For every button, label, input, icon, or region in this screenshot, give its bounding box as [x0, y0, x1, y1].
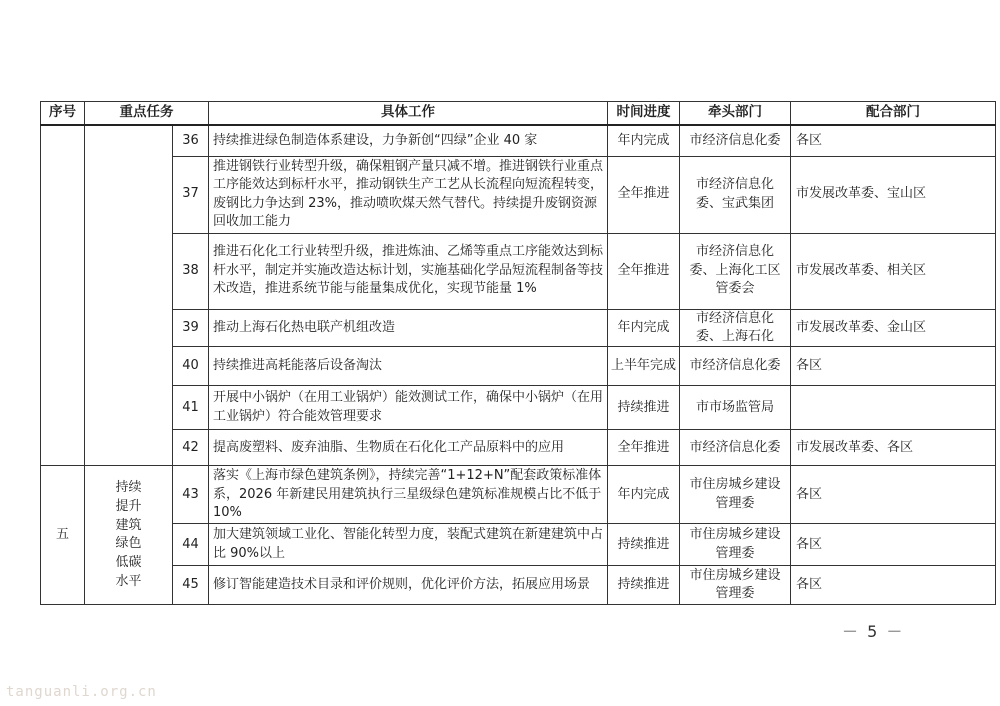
- time-cell: 持续推进: [608, 524, 680, 566]
- row-number: 40: [173, 347, 209, 386]
- header-work: 具体工作: [209, 102, 608, 126]
- section-task-cell-empty: [85, 125, 173, 466]
- row-number: 36: [173, 125, 209, 156]
- lead-cell: 市经济信息化委: [680, 125, 791, 156]
- section-task-label: 持续提升建筑绿色低碳水平: [115, 479, 142, 590]
- work-cell: 修订智能建造技术目录和评价规则，优化评价方法，拓展应用场景: [209, 566, 608, 605]
- table-row: [41, 524, 996, 566]
- work-cell: 开展中小锅炉（在用工业锅炉）能效测试工作，确保中小锅炉（在用工业锅炉）符合能效管理要求: [209, 386, 608, 430]
- section-task-cell: [85, 466, 173, 605]
- lead-cell: 市住房城乡建设管理委: [680, 566, 791, 605]
- section-number: 五: [41, 466, 85, 605]
- row-number: 37: [173, 156, 209, 233]
- coop-cell: 各区: [791, 466, 996, 524]
- table-row: [41, 156, 996, 233]
- time-cell: 上半年完成: [608, 347, 680, 386]
- table-row: [41, 309, 996, 347]
- work-cell: 推动上海石化热电联产机组改造: [209, 309, 608, 347]
- section-seq-cell-empty: [41, 125, 85, 466]
- coop-cell: 各区: [791, 566, 996, 605]
- lead-cell: 市经济信息化委: [680, 347, 791, 386]
- row-number: 39: [173, 309, 209, 347]
- lead-cell: 市市场监管局: [680, 386, 791, 430]
- time-cell: 全年推进: [608, 156, 680, 233]
- coop-cell: 市发展改革委、宝山区: [791, 156, 996, 233]
- row-number: 38: [173, 233, 209, 309]
- coop-cell: 各区: [791, 125, 996, 156]
- table-row: [41, 430, 996, 466]
- table-row: [41, 347, 996, 386]
- lead-cell: 市住房城乡建设管理委: [680, 524, 791, 566]
- table-row: [41, 233, 996, 309]
- work-cell: 加大建筑领域工业化、智能化转型力度，装配式建筑在新建建筑中占比 90%以上: [209, 524, 608, 566]
- work-cell: 持续推进高耗能落后设备淘汰: [209, 347, 608, 386]
- time-cell: 年内完成: [608, 125, 680, 156]
- table-row: [41, 566, 996, 605]
- watermark: tanguanli.org.cn: [6, 684, 157, 700]
- time-cell: 全年推进: [608, 430, 680, 466]
- time-cell: 全年推进: [608, 233, 680, 309]
- row-number: 45: [173, 566, 209, 605]
- row-number: 44: [173, 524, 209, 566]
- table-row: [41, 125, 996, 156]
- lead-cell: 市经济信息化委、宝武集团: [680, 156, 791, 233]
- header-seq: 序号: [41, 102, 85, 126]
- lead-cell: 市经济信息化委、上海石化: [680, 309, 791, 347]
- work-cell: 落实《上海市绿色建筑条例》，持续完善“1+12+N”配套政策标准体系，2026 年新建民用建筑执行三星级绿色建筑标准规模占比不低于 10%: [209, 466, 608, 524]
- work-cell: 推进钢铁行业转型升级，确保粗钢产量只减不增。推进钢铁行业重点工序能效达到标杆水平，推动钢铁生产工艺从长流程向短流程转变，废钢比力争达到 23%，推动喷吹煤天然气替代。持续提升废钢资源回收加工能力: [209, 156, 608, 233]
- lead-cell: 市住房城乡建设管理委: [680, 466, 791, 524]
- page-number: － 5 －: [842, 622, 905, 641]
- time-cell: 持续推进: [608, 566, 680, 605]
- header-task: 重点任务: [85, 102, 209, 126]
- row-number: 43: [173, 466, 209, 524]
- work-table: [40, 101, 996, 605]
- time-cell: 年内完成: [608, 309, 680, 347]
- work-cell: 提高废塑料、废弃油脂、生物质在石化化工产品原料中的应用: [209, 430, 608, 466]
- time-cell: 年内完成: [608, 466, 680, 524]
- work-cell: 推进石化化工行业转型升级，推进炼油、乙烯等重点工序能效达到标杆水平，制定并实施改造达标计划，实施基础化学品短流程制备等技术改造，推进系统节能与能量集成优化，实现节能量 1%: [209, 233, 608, 309]
- coop-cell: 市发展改革委、相关区: [791, 233, 996, 309]
- lead-cell: 市经济信息化委、上海化工区管委会: [680, 233, 791, 309]
- coop-cell: [791, 386, 996, 430]
- coop-cell: 各区: [791, 347, 996, 386]
- table-row: [41, 466, 996, 524]
- coop-cell: 市发展改革委、各区: [791, 430, 996, 466]
- time-cell: 持续推进: [608, 386, 680, 430]
- header-coop: 配合部门: [791, 102, 996, 126]
- header-time: 时间进度: [608, 102, 680, 126]
- header-lead: 牵头部门: [680, 102, 791, 126]
- coop-cell: 市发展改革委、金山区: [791, 309, 996, 347]
- coop-cell: 各区: [791, 524, 996, 566]
- table-row: [41, 386, 996, 430]
- work-cell: 持续推进绿色制造体系建设，力争新创“四绿”企业 40 家: [209, 125, 608, 156]
- row-number: 41: [173, 386, 209, 430]
- header-row: [41, 102, 996, 126]
- lead-cell: 市经济信息化委: [680, 430, 791, 466]
- row-number: 42: [173, 430, 209, 466]
